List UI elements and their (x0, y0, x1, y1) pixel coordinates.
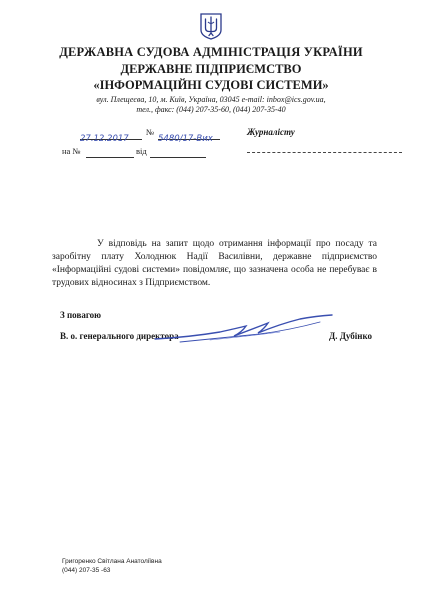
date-field (80, 128, 142, 144)
ref-number-field (86, 147, 134, 158)
executor-name: Григоренко Світлана Анатоліївна (62, 558, 162, 565)
recipient: Журналісту (247, 127, 295, 137)
number-value: 5480/17-Вих (158, 134, 213, 144)
signature-icon (150, 312, 335, 348)
signer-name: Д. Дубінко (329, 331, 373, 341)
letter-body: У відповідь на запит щодо отримання інформації про посаду та заробітну плату Холоднюк Надії Василівни, державне підприємство «Інформаційні судові системи» повідомляє, що зазначена особа не перебуває в трудових відносинах з Підприємством. (52, 239, 377, 288)
date-value: 27.12.2017 (80, 134, 129, 144)
address-line-1: вул. Плещеєва, 10, м. Київ, Україна, 03045 e-mail: inbox@ics.gov.ua, (96, 95, 326, 104)
org-line-2: ДЕРЖАВНЕ ПІДПРИЄМСТВО (120, 62, 302, 76)
number-field (158, 128, 220, 144)
regards: З повагою (60, 310, 102, 320)
recipient-line (247, 152, 402, 153)
org-line-3: «ІНФОРМАЦІЙНІ СУДОВІ СИСТЕМИ» (93, 78, 329, 92)
signer-title: В. о. генерального директора (60, 331, 179, 341)
ref-number-label: на № (62, 146, 81, 156)
address-line-2: тел., факс: (044) 207-35-60, (044) 207-35-40 (136, 105, 286, 114)
ref-date-label: від (136, 146, 147, 156)
number-label: № (146, 127, 155, 137)
executor-phone: (044) 207-35 -63 (62, 567, 111, 574)
coat-of-arms-icon (199, 12, 223, 40)
org-line-1: ДЕРЖАВНА СУДОВА АДМІНІСТРАЦІЯ УКРАЇНИ (59, 45, 363, 59)
ref-date-field (150, 147, 206, 158)
